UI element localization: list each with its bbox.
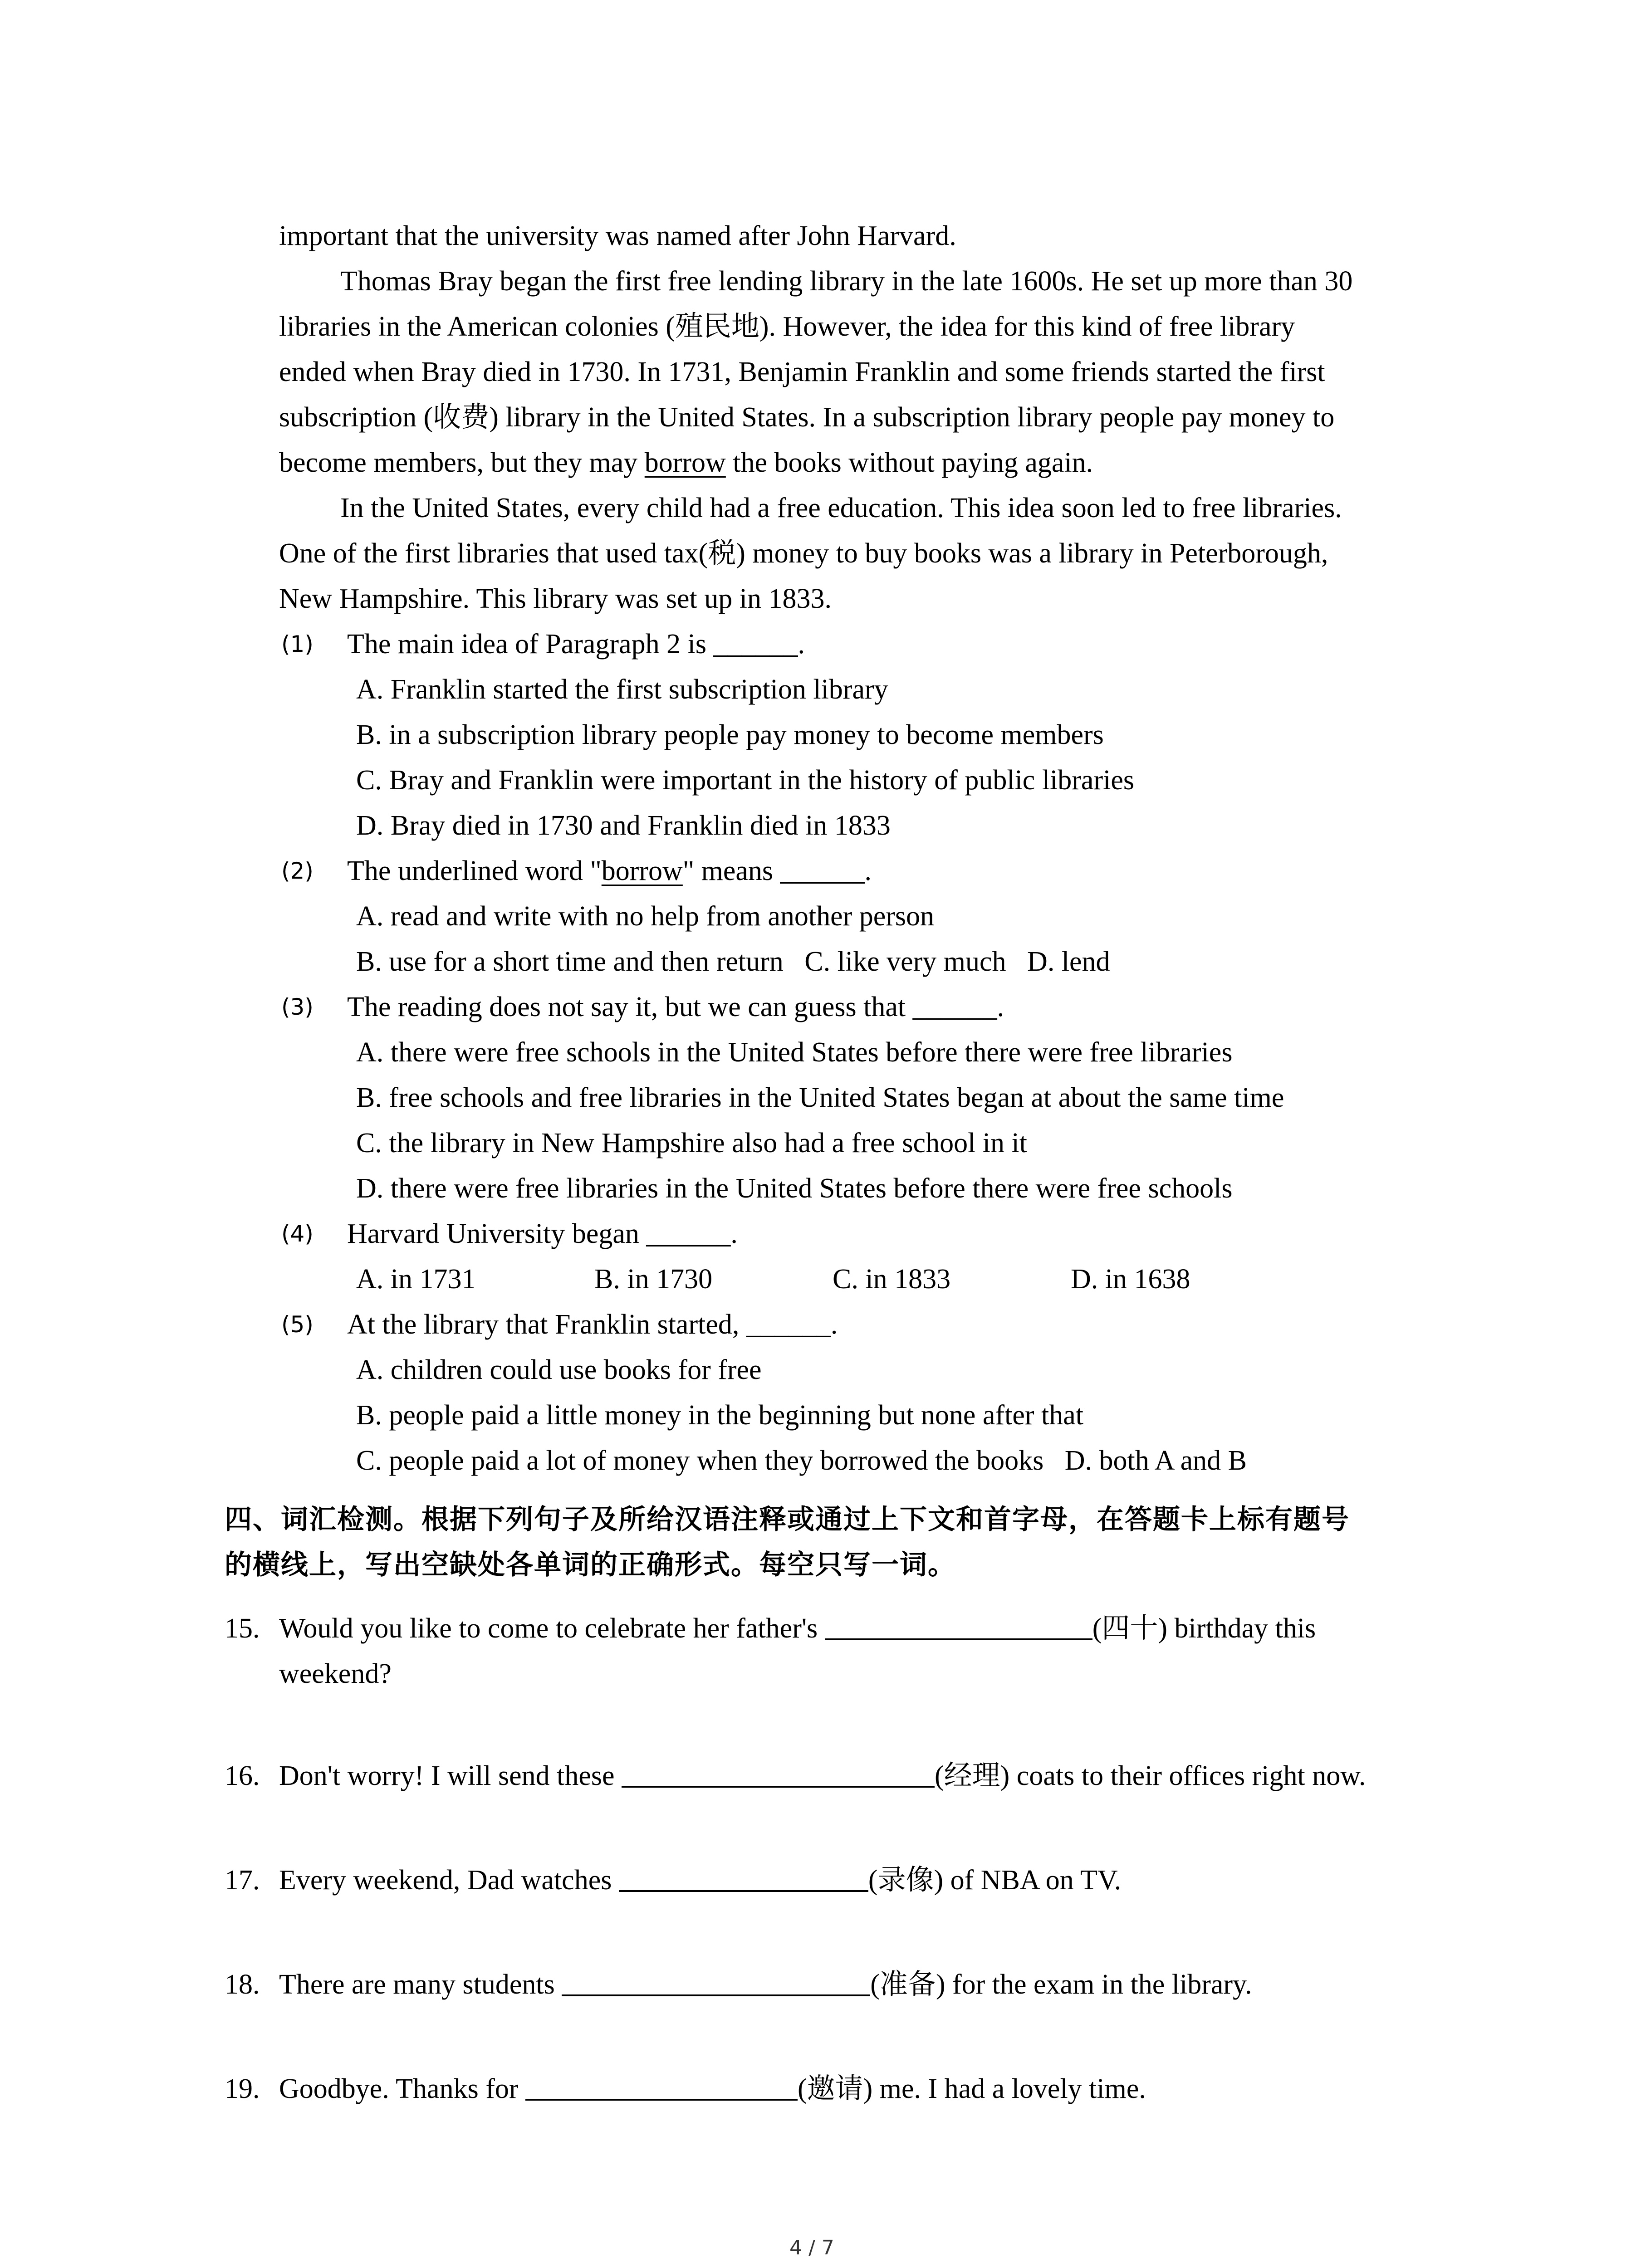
vocab-sentence [279,1857,1121,1903]
question-option: A. children could use books for free [356,1354,762,1385]
vocab-sentence [279,1753,1366,1799]
stem-text: The underlined word " [347,855,602,886]
question-option: B. use for a short time and then return C. like very much D. lend [356,946,1110,977]
underlined-word: borrow [601,855,683,886]
sentence-text: coats to their offices right now. [1009,1760,1366,1791]
chinese-hint: (邀请) [797,2073,873,2104]
passage-p3-line: New Hampshire. This library was set up in 1833. [279,583,832,614]
question-option: A. there were free schools in the United States before there were free libraries [356,1037,1233,1068]
question-number: (3) [281,994,314,1020]
passage-p2-line: libraries in the American colonies (殖民地). However, the idea for this kind of free library [279,311,1295,342]
question-stem: The main idea of Paragraph 2 is ______. [347,629,805,660]
question-option: D. in 1638 [1071,1264,1190,1295]
answer-blank[interactable] [825,1610,1092,1640]
page-number: 4 / 7 [789,2236,834,2259]
vocab-number: 19. [225,2073,260,2104]
question-option: A. Franklin started the first subscription library [356,674,888,705]
chinese-hint: (准备) [870,1969,945,2000]
sentence-text: Goodbye. Thanks for [279,2073,525,2104]
vocab-number: 17. [225,1865,260,1896]
question-option: A. read and write with no help from another person [356,901,935,932]
section-heading: 的横线上，写出空缺处各单词的正确形式。每空只写一词。 [225,1549,956,1581]
question-number: (4) [281,1221,314,1247]
question-option: C. Bray and Franklin were important in the history of public libraries [356,765,1134,796]
passage-p3-line: One of the first libraries that used tax(税) money to buy books was a library in Peterborough, [279,538,1328,569]
underlined-word: borrow [644,447,726,478]
question-stem: The reading does not say it, but we can guess that ______. [347,992,1004,1022]
question-stem [347,848,872,894]
sentence-text: for the exam in the library. [945,1969,1252,2000]
passage-p3-line: In the United States, every child had a free education. This idea soon led to free libraries. [340,493,1342,523]
question-stem: Harvard University began ______. [347,1218,738,1249]
vocab-number: 16. [225,1760,260,1791]
sentence-text: Don't worry! I will send these [279,1760,622,1791]
question-option: C. the library in New Hampshire also had a free school in it [356,1128,1027,1158]
question-option: B. in 1730 [594,1264,713,1295]
answer-blank[interactable] [562,1966,870,1996]
question-option: B. people paid a little money in the beginning but none after that [356,1400,1083,1431]
section-heading: 四、词汇检测。根据下列句子及所给汉语注释或通过上下文和首字母，在答题卡上标有题号 [225,1504,1350,1535]
vocab-sentence-cont: weekend? [279,1658,392,1689]
passage-p1-tail: important that the university was named after John Harvard. [279,220,956,251]
vocab-number: 18. [225,1969,260,2000]
question-option: C. people paid a lot of money when they borrowed the books D. both A and B [356,1445,1247,1476]
sentence-text: Would you like to come to celebrate her father's [279,1613,825,1644]
stem-text: " means ______. [682,855,872,886]
sentence-text: of NBA on TV. [943,1865,1122,1896]
question-option: B. in a subscription library people pay money to become members [356,719,1104,750]
vocab-sentence [279,2066,1146,2112]
passage-p2-line: Thomas Bray began the first free lending library in the late 1600s. He set up more than 30 [340,266,1353,297]
passage-p2-last-line [279,440,1093,485]
answer-blank[interactable] [525,2071,798,2101]
passage-text: the books without paying again. [725,447,1093,478]
question-option: A. in 1731 [356,1264,476,1295]
question-number: (1) [281,631,314,657]
chinese-hint: (四十) [1092,1613,1167,1644]
chinese-hint: (录像) [868,1865,944,1896]
question-option: B. free schools and free libraries in the United States began at about the same time [356,1082,1284,1113]
sentence-text: birthday this [1167,1613,1316,1644]
vocab-sentence [279,1962,1252,2007]
sentence-text: Every weekend, Dad watches [279,1865,619,1896]
sentence-text: There are many students [279,1969,562,2000]
question-option: D. there were free libraries in the United States before there were free schools [356,1173,1233,1204]
answer-blank[interactable] [622,1758,935,1788]
question-option: D. Bray died in 1730 and Franklin died in 1833 [356,810,891,841]
question-stem: At the library that Franklin started, ______. [347,1309,838,1340]
passage-p2-line: ended when Bray died in 1730. In 1731, Benjamin Franklin and some friends started the first [279,357,1325,387]
chinese-hint: (经理) [935,1760,1010,1791]
question-number: (5) [281,1311,314,1338]
question-number: (2) [281,858,314,884]
question-option: C. in 1833 [833,1264,951,1295]
vocab-sentence [279,1606,1316,1651]
sentence-text: me. I had a lovely time. [872,2073,1146,2104]
vocab-number: 15. [225,1613,260,1644]
passage-p2-line: subscription (收费) library in the United States. In a subscription library people pay money to [279,402,1335,433]
passage-text: become members, but they may [279,447,645,478]
answer-blank[interactable] [619,1862,868,1892]
